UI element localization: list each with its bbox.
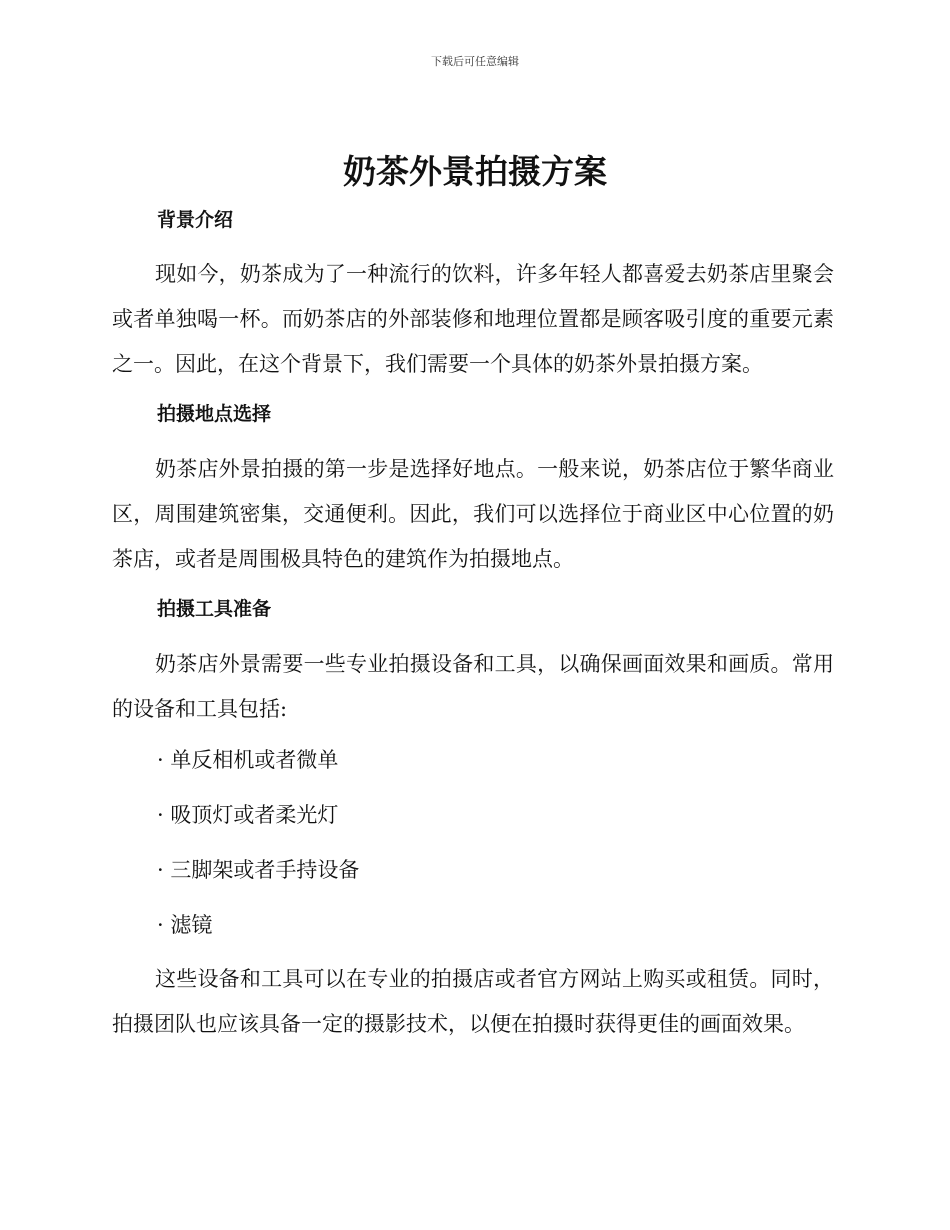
paragraph-location: 奶茶店外景拍摄的第一步是选择好地点。一般来说，奶茶店位于繁华商业区，周围建筑密集，交通便利。因此，我们可以选择位于商业区中心位置的奶茶店，或者是周围极具特色的建筑作为拍摄地点。 (112, 457, 834, 571)
paragraph-equipment-sourcing: 这些设备和工具可以在专业的拍摄店或者官方网站上购买或租赁。同时，拍摄团队也应该具备一定的摄影技术，以便在拍摄时获得更佳的画面效果。 (112, 967, 834, 1036)
section-heading-location: 拍摄地点选择 (157, 403, 272, 425)
page-header-note: 下载后可任意编辑 (431, 55, 519, 68)
document-title: 奶茶外景拍摄方案 (343, 152, 607, 191)
paragraph-equipment-intro: 奶茶店外景需要一些专业拍摄设备和工具，以确保画面效果和画质。常用的设备和工具包括: (112, 652, 834, 721)
list-item-lighting: · 吸顶灯或者柔光灯 (157, 803, 339, 827)
list-item-camera: · 单反相机或者微单 (157, 748, 339, 772)
paragraph-background: 现如今，奶茶成为了一种流行的饮料，许多年轻人都喜爱去奶茶店里聚会或者单独喝一杯。而奶茶店的外部装修和地理位置都是顾客吸引度的重要元素之一。因此，在这个背景下，我们需要一个具体的奶茶外景拍摄方案。 (112, 262, 834, 376)
list-item-filter: · 滤镜 (157, 913, 213, 937)
list-item-tripod: · 三脚架或者手持设备 (157, 858, 360, 882)
section-heading-equipment: 拍摄工具准备 (157, 598, 272, 620)
section-heading-background: 背景介绍 (157, 209, 234, 231)
